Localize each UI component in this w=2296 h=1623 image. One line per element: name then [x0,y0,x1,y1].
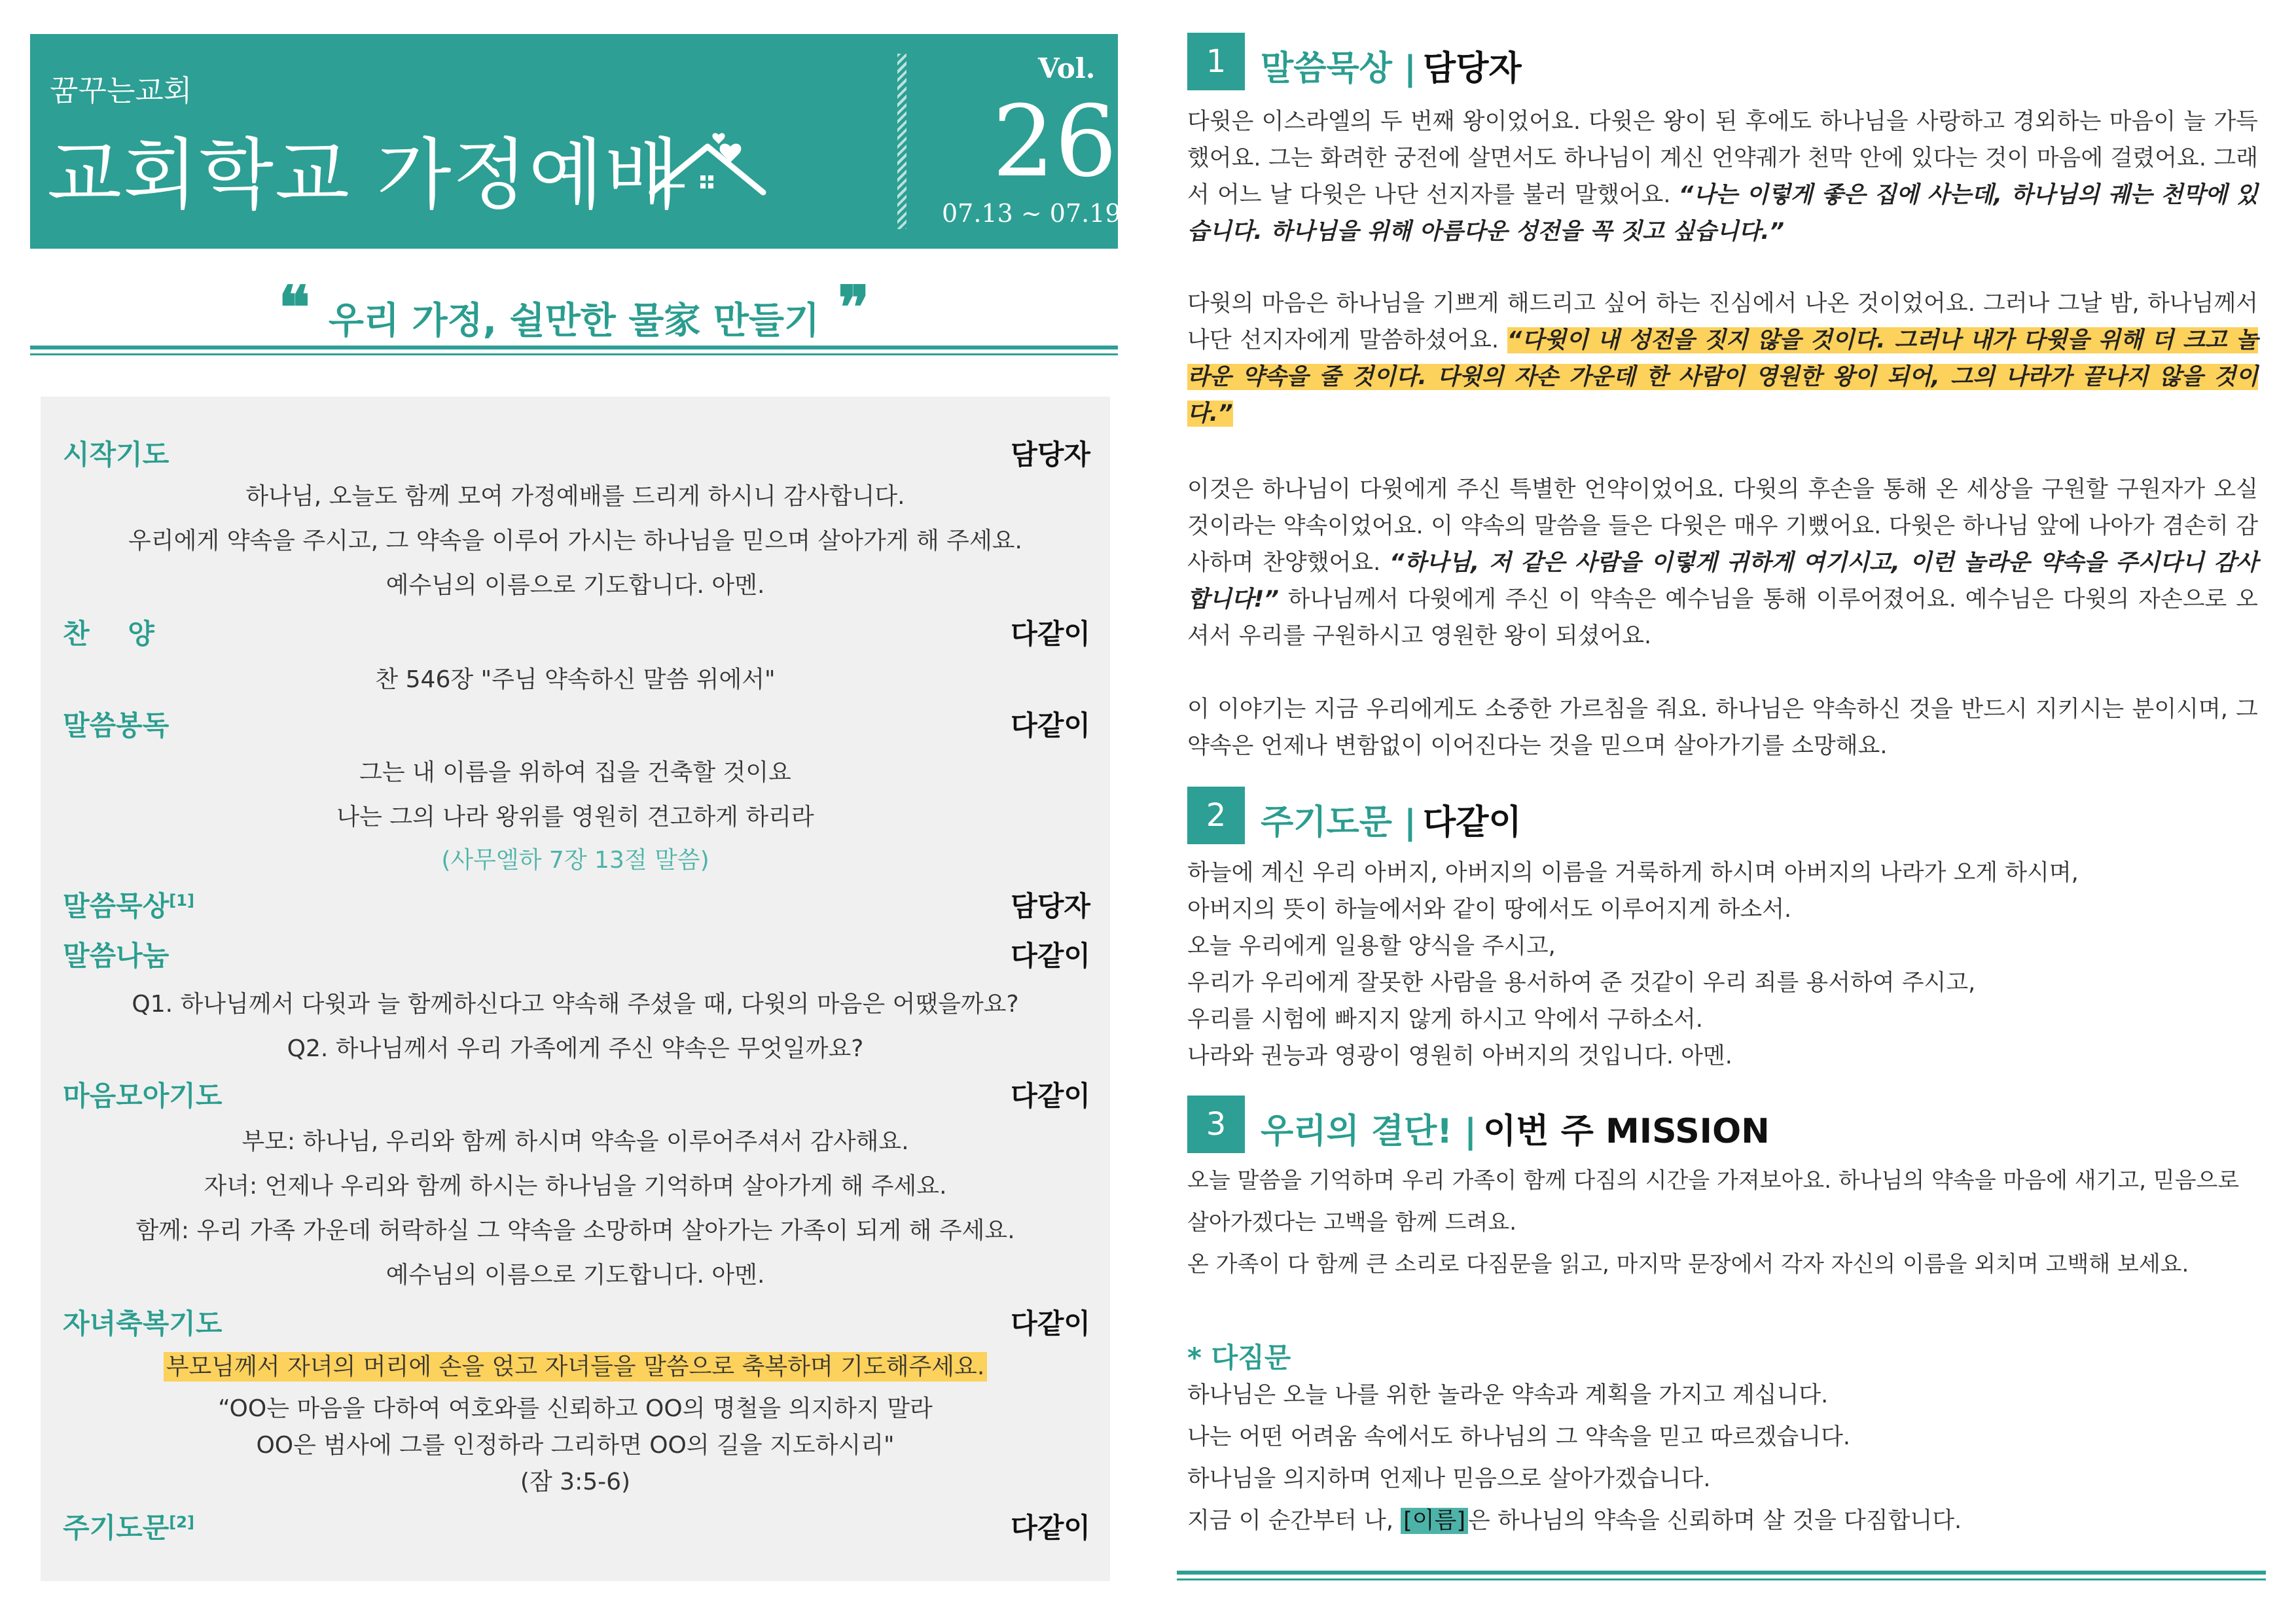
blessing-instruction: 부모님께서 자녀의 머리에 손을 얹고 자녀들을 말씀으로 축복하며 기도해주세요. [41,1348,1110,1382]
section-number: 2 [1187,787,1245,844]
meditation-paragraph: 다윗의 마음은 하나님을 기쁘게 해드리고 싶어 하는 진심에서 나온 것이었어요. 그러나 그날 밤, 하나님께서 나단 선지자에게 말씀하셨어요. “다윗이 내 성전을 짓지 않을 것이다. 그러나 내가 다윗을 위해 더 크고 놀라운 약속을 줄 것이다. 다윗의 자손 가운데 한 사람이 영원한 왕이 되어, 그의 나라가 끝나지 않을 것이다.” [1187,291,2258,427]
pledge-line: 하나님을 의지하며 언제나 믿음으로 살아가겠습니다. [1187,1466,1711,1492]
order-item-opening-prayer [63,433,1090,473]
order-item-meditation [63,885,1090,924]
open-quote-icon: ❝ [278,273,310,342]
order-item-name: 말씀봉독 [63,709,170,741]
house-heart-icon [645,120,770,199]
order-item-leader: 담당자 [1011,890,1090,922]
divider [1177,1578,2266,1580]
footnote-ref: [1] [169,891,194,910]
section-title: 우리의 결단! | 이번 주 MISSION [1261,1112,1770,1151]
prayer-line: 하나님, 오늘도 함께 모여 가정예배를 드리게 하시니 감사합니다. [245,483,905,510]
blessing-line: OO은 범사에 그를 인정하라 그리하면 OO의 길을 지도하시리" [256,1432,895,1459]
lords-prayer-line: 아버지의 뜻이 하늘에서와 같이 땅에서도 이루어지게 하소서. [1187,897,1792,923]
section-leader: 다같이 [1423,803,1522,842]
divider [1177,1571,2266,1575]
blessing-citation: (잠 3:5-6) [520,1469,631,1495]
lords-prayer-line: 우리를 시험에 빠지지 않게 하시고 악에서 구하소서. [1187,1007,1703,1033]
mission-line: 살아가겠다는 고백을 함께 드려요. [1187,1209,1517,1236]
order-item-leader: 다같이 [1011,940,1090,972]
hymn-line: 찬 546장 "주님 약속하신 말씀 위에서" [375,666,776,693]
prayer-line: 예수님의 이름으로 기도합니다. 아멘. [386,572,765,599]
volume-label: Vol. [1038,52,1096,84]
section-number: 1 [1187,33,1245,90]
worship-order-panel [41,397,1110,1581]
slogan-text: 우리 가정, 쉴만한 물家 만들기 [328,300,820,342]
prayer-line: 함께: 우리 가족 가운데 허락하실 그 약속을 소망하며 살아가는 가족이 되게 해 주세요. [135,1217,1015,1244]
order-item-name: 말씀나눔 [63,940,170,972]
footnote-ref: [2] [169,1513,194,1531]
order-item-leader: 다같이 [1011,1512,1090,1544]
prayer-line: 우리에게 약속을 주시고, 그 약속을 이루어 가시는 하나님을 믿으며 살아가게 해 주세요. [128,527,1022,554]
lords-prayer-line: 하늘에 계신 우리 아버지, 아버지의 이름을 거룩하게 하시며 아버지의 나라가 오게 하시며, [1187,860,2079,886]
name-placeholder: [이름] [1401,1508,1468,1534]
order-item-name: 주기도문[2] [63,1512,194,1544]
mission-line: 온 가족이 다 함께 큰 소리로 다짐문을 읽고, 마지막 문장에서 각자 자신의 이름을 외치며 고백해 보세요. [1187,1251,2189,1277]
pledge-heading: * 다짐문 [1187,1342,1291,1374]
lords-prayer-line: 나라와 권능과 영광이 영원히 아버지의 것입니다. 아멘. [1187,1043,1732,1069]
slogan [30,259,1118,342]
section-leader: 담당자 [1423,49,1522,88]
section-title: 말씀묵상 | 담당자 [1261,49,1522,88]
order-item-praise [63,613,1090,652]
order-item-name: 찬 양 [63,618,169,650]
page-title: 교회학교 가정예배 [47,130,681,220]
prayer-line: 예수님의 이름으로 기도합니다. 아멘. [386,1262,765,1289]
decorative-stripes [897,54,906,229]
order-item-leader: 다같이 [1011,1080,1090,1112]
order-item-name: 말씀묵상[1] [63,890,194,922]
question-line: Q2. 하나님께서 우리 가족에게 주신 약속은 무엇일까요? [287,1035,864,1062]
order-item-sharing [63,935,1090,974]
pledge-line: 나는 어떤 어려움 속에서도 하나님의 그 약속을 믿고 따르겠습니다. [1187,1424,1851,1450]
highlighted-quote: “다윗이 내 성전을 짓지 않을 것이다. 그러나 내가 다윗을 위해 더 크고 놀라운 약속을 줄 것이다. 다윗의 자손 가운데 한 사람이 영원한 왕이 되어, 그의 나라가 끝나지 않을 것이다.” [1187,327,2258,427]
order-item-leader: 다같이 [1011,618,1090,650]
scripture-line: 나는 그의 나라 왕위를 영원히 견고하게 하리라 [336,804,814,830]
right-page [1148,0,2296,1623]
blessing-line: “OO는 마음을 다하여 여호와를 신뢰하고 OO의 명철을 의지하지 말라 [218,1395,933,1422]
order-item-name: 마음모아기도 [63,1080,223,1112]
prayer-line: 자녀: 언제나 우리와 함께 하시는 하나님을 기억하며 살아가게 해 주세요. [204,1173,947,1200]
order-item-blessing [63,1302,1090,1342]
meditation-paragraph: 이것은 하나님이 다윗에게 주신 특별한 언약이었어요. 다윗의 후손을 통해 온 세상을 구원할 구원자가 오실 것이라는 약속이었어요. 이 약속의 말씀을 들은 다윗은 매우 기뻤어요. 다윗은 하나님 앞에 나아가 겸손히 감사하며 찬양했어요. “하나님, 저 같은 사람을 이렇게 귀하게 여기시고, 이런 놀라운 약속을 주시다니 감사합니다!” 하나님께서 다윗에게 주신 이 약속은 예수님을 통해 이루어졌어요. 예수님은 다윗의 자손으로 오셔서 우리를 구원하시고 영원한 왕이 되셨어요. [1187,476,2259,649]
question-line: Q1. 하나님께서 다윗과 늘 함께하신다고 약속해 주셨을 때, 다윗의 마음은 어땠을까요? [132,991,1019,1018]
lords-prayer-line: 오늘 우리에게 일용할 양식을 주시고, [1187,933,1556,959]
order-item-name: 자녀축복기도 [63,1308,223,1340]
close-quote-icon: ❞ [838,273,870,342]
divider [30,346,1118,349]
church-name: 꿈꾸는교회 [50,73,192,108]
order-item-reading [63,704,1090,743]
lords-prayer-line: 우리가 우리에게 잘못한 사람을 용서하여 준 것같이 우리 죄를 용서하여 주시고, [1187,970,1976,996]
section-title: 주기도문 | 다같이 [1261,803,1522,842]
pledge-line: 지금 이 순간부터 나, [이름] 은 하나님의 약속을 신뢰하며 살 것을 다짐합니다. [1187,1508,1962,1534]
meditation-paragraph: 이 이야기는 지금 우리에게도 소중한 가르침을 줘요. 하나님은 약속하신 것을 반드시 지키시는 분이시며, 그 약속은 언제나 변함없이 이어진다는 것을 믿으며 살아가기를 소망해요. [1187,696,2258,759]
scripture-line: 그는 내 이름을 위하여 집을 건축할 것이요 [359,759,791,786]
order-item-name: 시작기도 [63,438,170,471]
order-item-lords-prayer [63,1507,1090,1546]
issue-number: 26 [992,85,1117,199]
order-item-leader: 다같이 [1011,709,1090,741]
meditation-paragraph: 다윗은 이스라엘의 두 번째 왕이었어요. 다윗은 왕이 된 후에도 하나님을 사랑하고 경외하는 마음이 늘 가득했어요. 그는 화려한 궁전에 살면서도 하나님이 계신 언약궤가 천막 안에 있다는 것이 마음에 걸렸어요. 그래서 어느 날 다윗은 나단 선지자를 불러 말했어요. “나는 이렇게 좋은 집에 사는데, 하나님의 궤는 천막에 있습니다. 하나님을 위해 아름다운 성전을 꼭 짓고 싶습니다.” [1187,109,2258,245]
order-item-united-prayer [63,1075,1090,1114]
pledge-line: 하나님은 오늘 나를 위한 놀라운 약속과 계획을 가지고 계십니다. [1187,1382,1829,1408]
mission-line: 오늘 말씀을 기억하며 우리 가족이 함께 다짐의 시간을 가져보아요. 하나님의 약속을 마음에 새기고, 믿음으로 [1187,1168,2240,1194]
prayer-line: 부모: 하나님, 우리와 함께 하시며 약속을 이루어주셔서 감사해요. [242,1128,909,1155]
section-number: 3 [1187,1096,1245,1153]
order-item-leader: 다같이 [1011,1308,1090,1340]
header-banner [30,34,1121,249]
order-item-leader: 담당자 [1011,438,1090,471]
scripture-citation: (사무엘하 7장 13절 말씀) [441,847,709,874]
divider [30,353,1118,355]
date-range: 07.13 ~ 07.19 [942,199,1121,228]
section-leader: 이번 주 MISSION [1483,1112,1770,1151]
